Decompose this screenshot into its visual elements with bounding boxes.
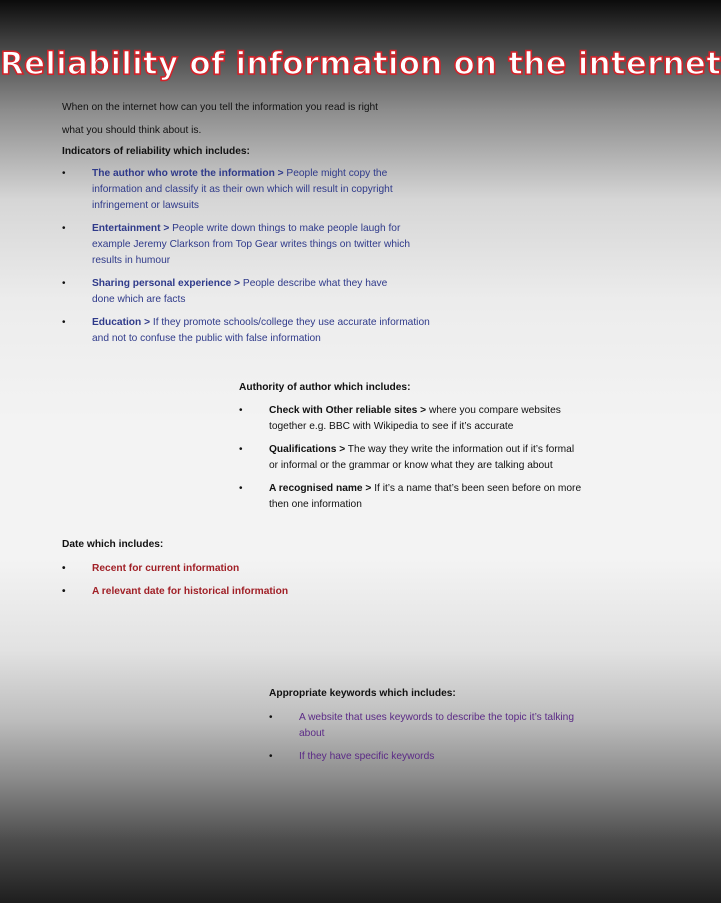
intro-line-2: what you should think about is. (62, 125, 202, 136)
list-item: • Qualifications > The way they write the information out if it’s formal or informal or the grammar or know what they are talking about (239, 444, 575, 471)
bullet-icon: • (62, 317, 66, 328)
authority-heading: Authority of author which includes: (239, 382, 411, 393)
indicators-heading: Indicators of reliability which includes: (62, 146, 250, 157)
keywords-heading: Appropriate keywords which includes: (269, 688, 456, 699)
bullet-icon: • (62, 278, 66, 289)
list-item: • A website that uses keywords to describe the topic it’s talking about (269, 712, 575, 739)
bullet-icon: • (62, 223, 66, 234)
list-item: • Sharing personal experience > People describe what they have done which are facts (62, 278, 388, 305)
keywords-list (269, 710, 584, 772)
list-item: • Education > If they promote schools/college they use accurate information and not to confuse the public with false information (62, 317, 430, 344)
indicators-list (62, 166, 437, 354)
bullet-icon: • (62, 168, 66, 179)
intro-line-1: When on the internet how can you tell the information you read is right (62, 102, 378, 113)
bullet-icon: • (62, 563, 66, 574)
bullet-icon: • (239, 444, 243, 455)
bullet-icon: • (239, 483, 243, 494)
bullet-icon: • (269, 712, 273, 723)
authority-list (239, 403, 584, 520)
bullet-icon: • (62, 586, 66, 597)
list-item: • A recognised name > If it’s a name that’s been seen before on more then one information (239, 483, 582, 510)
bullet-icon: • (239, 405, 243, 416)
list-item: • A relevant date for historical information (62, 584, 362, 600)
list-item: • The author who wrote the information > People might copy the information and classify it as their own which will result in copyright infringement or lawsuits (62, 168, 393, 211)
list-item: • Check with Other reliable sites > where you compare websites together e.g. BBC with Wikipedia to see if it’s accurate (239, 405, 561, 432)
list-item: • If they have specific keywords (269, 749, 584, 765)
list-item: • Entertainment > People write down things to make people laugh for example Jeremy Clarkson from Top Gear writes things on twitter which results in humour (62, 223, 411, 266)
bullet-icon: • (269, 751, 273, 762)
list-item: • Recent for current information (62, 561, 362, 577)
date-list (62, 561, 362, 607)
date-heading: Date which includes: (62, 539, 164, 550)
page-title: Reliability of information on the internet (0, 46, 721, 82)
